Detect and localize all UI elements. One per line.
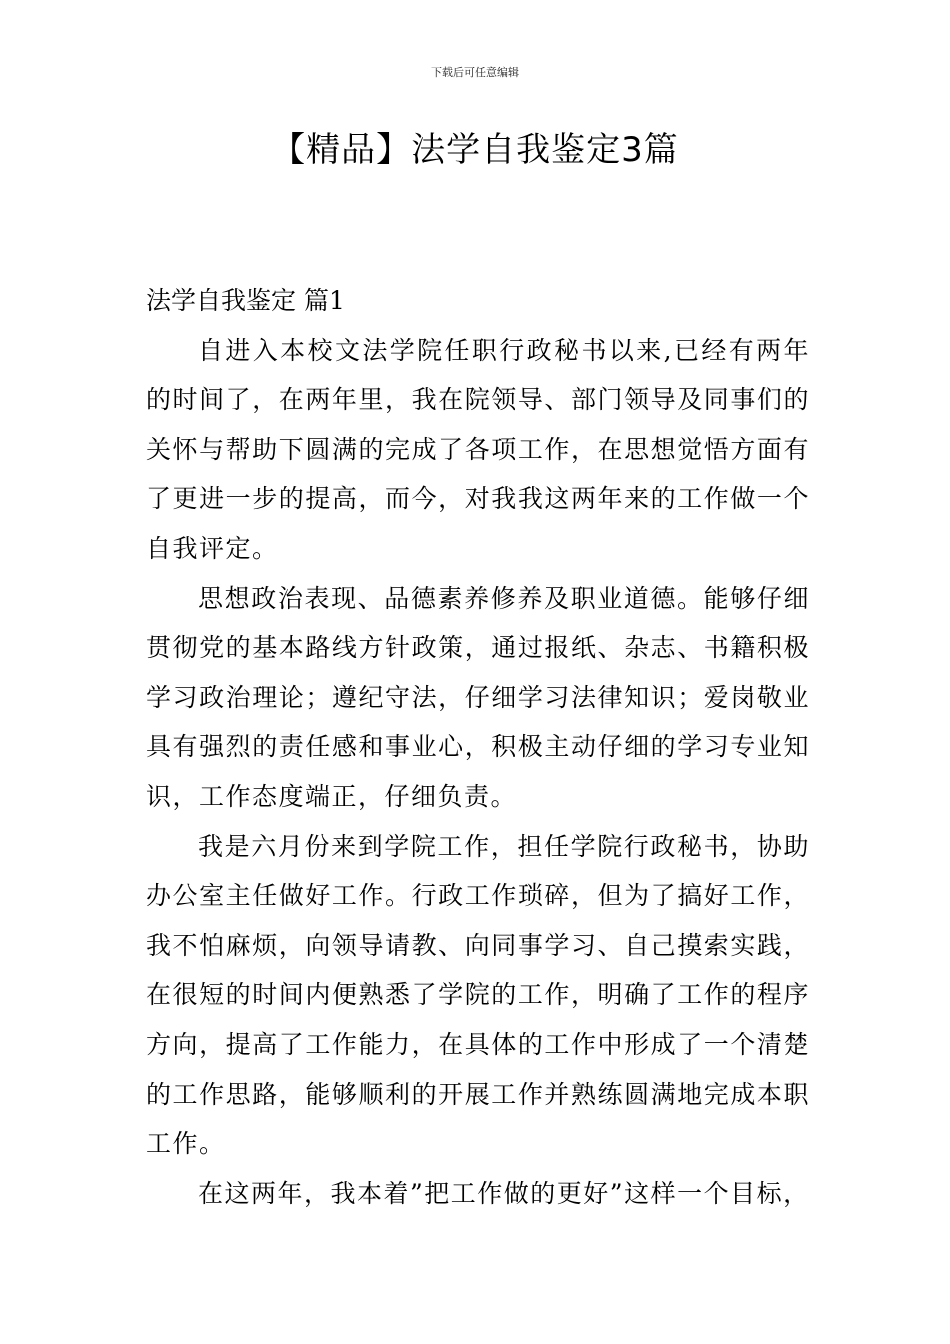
paragraph: 我是六月份来到学院工作，担任学院行政秘书，协助办公室主任做好工作。行政工作琐碎，但为了搞好工作，我不怕麻烦，向领导请教、向同事学习、自己摸索实践，在很短的时间内便熟悉了学院的工作，明确了工作的程序方向，提高了工作能力，在具体的工作中形成了一个清楚的工作思路，能够顺利的开展工作并熟练圆满地完成本职工作。 — [146, 831, 810, 1159]
section-heading: 法学自我鉴定 篇1 — [146, 286, 345, 315]
paragraph: 自进入本校文法学院任职行政秘书以来,已经有两年的时间了，在两年里，我在院领导、部门领导及同事们的关怀与帮助下圆满的完成了各项工作，在思想觉悟方面有了更进一步的提高，而今，对我我这两年来的工作做一个自我评定。 — [146, 335, 810, 563]
document-body — [146, 276, 810, 1218]
paragraph: 在这两年，我本着”把工作做的更好”这样一个目标， — [198, 1178, 810, 1208]
header-note: 下载后可任意编辑 — [431, 66, 519, 79]
document-title: 【精品】法学自我鉴定3篇 — [271, 130, 679, 170]
paragraph: 思想政治表现、品德素养修养及职业道德。能够仔细贯彻党的基本路线方针政策，通过报纸、杂志、书籍积极学习政治理论；遵纪守法，仔细学习法律知识；爱岗敬业具有强烈的责任感和事业心，积极主动仔细的学习专业知识，工作态度端正，仔细负责。 — [146, 583, 810, 811]
